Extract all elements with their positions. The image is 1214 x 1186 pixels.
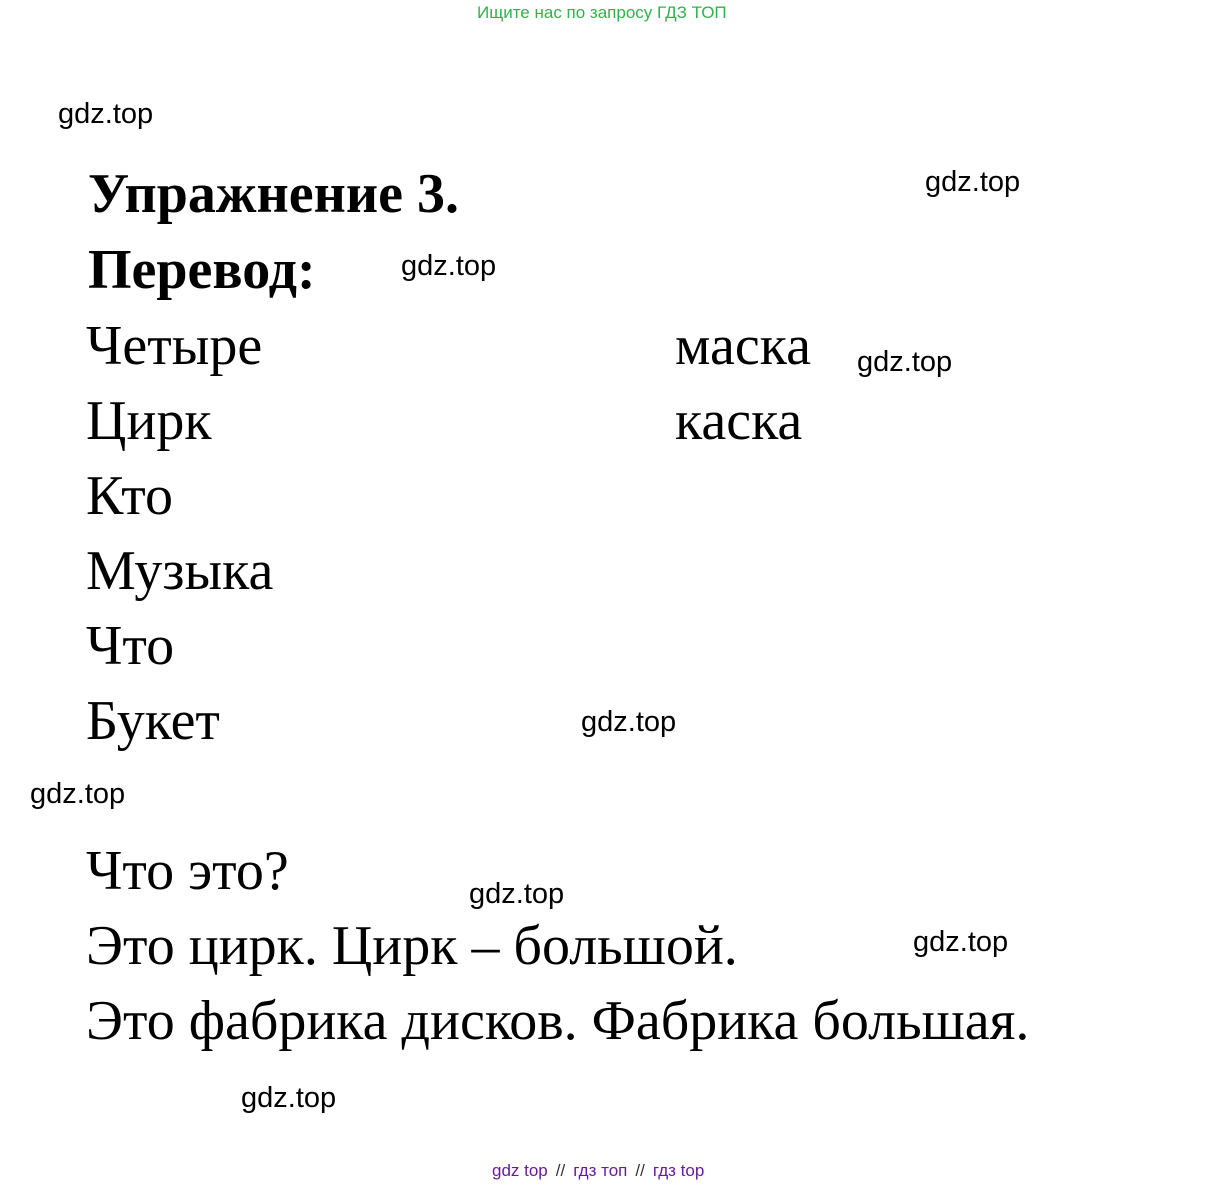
watermark: gdz.top [469,878,565,910]
watermark: gdz.top [581,706,677,738]
footer-links [492,1162,704,1179]
word-item: Музыка [86,540,274,602]
sentence: Это цирк. Цирк – большой. [86,915,738,977]
word-item: Что [86,615,175,677]
sentence: Что это? [86,840,289,902]
word-item: каска [675,390,803,452]
search-hint-banner: Ищите нас по запросу ГДЗ ТОП [477,3,727,22]
watermark: gdz.top [401,250,497,282]
footer-separator: // [635,1161,645,1180]
exercise-title: Упражнение 3. [88,163,460,225]
footer-link[interactable]: гдз top [652,1161,705,1180]
word-item: Кто [86,465,173,527]
word-item: Цирк [86,390,212,452]
word-item: маска [675,315,811,377]
word-item: Букет [86,690,220,752]
translation-heading: Перевод: [88,239,316,301]
footer-link[interactable]: gdz top [492,1161,548,1180]
watermark: gdz.top [857,346,953,378]
word-item: Четыре [86,315,263,377]
watermark: gdz.top [241,1082,337,1114]
footer-link[interactable]: гдз топ [573,1161,628,1180]
watermark: gdz.top [925,166,1021,198]
footer-separator: // [555,1161,566,1180]
watermark: gdz.top [30,778,126,810]
watermark: gdz.top [913,926,1009,958]
watermark: gdz.top [58,98,154,130]
sentence: Это фабрика дисков. Фабрика большая. [86,990,1030,1052]
